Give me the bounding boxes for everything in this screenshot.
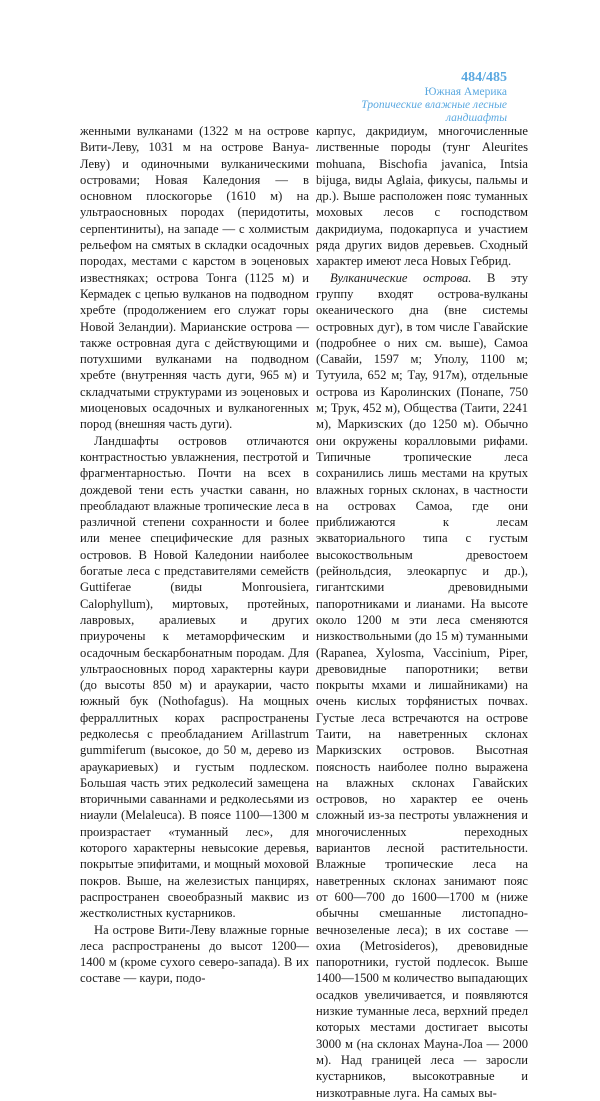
paragraph: На острове Вити-Леву влажные горные леса распространены до высот 1200—1400 м (кроме сухого северо-запада). В их составе — каури, подо-	[80, 922, 309, 986]
paragraph-body: В эту группу входят острова-вулканы океанического дна (вне системы островных дуг), в том числе Гавайские (подробнее о них см. выше), Самоа (Савайи, 1597 м; Уполу, 1100 м; Тутуила, 652 м; Тау, 917м), отдельные острова из Каролинских (Понапе, 750 м; Трук, 452 м), Общества (Таити, 2241 м), Маркизских (до 1250 м). Обычно они окружены коралловыми рифами. Типичные тропические леса сохранились лишь местами на крутых влажных горных склонах, в частности на островах Самоа, где они приближаются к лесам экваториального типа с густым высокоствольным древостоем (рейнольдсия, элеокарпус и др.), гигантскими древовидными папоротниками и лианами. На высоте около 1200 м эти леса сменяются низкоствольными (до 15 м) туманными (Rapanea, Xylosma, Vaccinium, Piper, древовидные папоротники; ветви покрыты мхами и лишайниками) на очень кислых торфянистых почвах. Густые леса встречаются на острове Таити, на наветренных склонах Маркизских островов. Высотная поясность наиболее полно выражена на влажных склонах Гавайских островов, но характер ее очень сложный из-за пестроты увлажнения и многочисленных переходных вариантов лесной растительности. Влажные тропические леса на наветренных склонах занимают пояс от 600—700 до 1600—1700 м (ниже обычны смешанные листопадно-вечнозеленые леса); в их составе — охиа (Metrosideros), древовидные папоротники, густой подлесок. Выше 1400—1500 м количество выпадающих осадков увеличивается, и появляются низкие туманные леса, верхний предел которых местами достигает высоты 3000 м (на склонах Мауна-Лоа — 2000 м). Над границей леса — заросли кустарников, высокотравные и низкотравные луга. На самых вы-	[316, 270, 528, 1100]
left-column	[80, 123, 309, 987]
subsection-title-line1: Тропические влажные лесные	[361, 99, 507, 111]
paragraph-lead-heading: Вулканические острова.	[330, 270, 472, 285]
running-header	[361, 70, 507, 125]
paragraph: женными вулканами (1322 м на острове Вити-Леву, 1031 м на острове Вануа-Леву) и одиночными вулканическими островами; Новая Каледония — в основном плоскогорье (1610 м) на ультраосновных породах (перидотиты, серпентиниты), на западе — с холмистым рельефом на смятых в складки осадочных породах, местами с карстом в эоценовых известняках; острова Тонга (1125 м) и Кермадек с цепью вулканов на подводном хребте (продолжением его служат горы Новой Зеландии). Марианские острова — также островная дуга с действующими и потухшими вулканами на подводном хребте (внутренняя часть дуги, 965 м) и складчатыми структурами из эоценовых и миоценовых осадочных и вулканогенных пород (внешняя часть дуги).	[80, 124, 309, 432]
paragraph: карпус, дакридиум, многочисленные лиственные породы (тунг Aleurites mohuana, Bischofia javanica, Intsia bijuga, виды Aglaia, фикусы, пальмы и др.). Выше расположен пояс туманных моховых лесов с господством дакридиума, подокарпуса и участием ряда других видов деревьев. Сходный характер имеют леса Новых Гебрид.	[316, 124, 528, 269]
paragraph-volcanic-islands	[316, 270, 528, 1101]
right-column	[316, 123, 528, 1101]
paragraph: Ландшафты островов отличаются контрастностью увлажнения, пестротой и фрагментарностью. Почти на всех в дождевой тени есть участки саванн, но преобладают влажные тропические леса в различной степени сохранности и более или менее специфические для разных островов. В Новой Каледонии наиболее богатые леса с представителями семейств Guttiferae (виды Monrousiera, Calophyllum), миртовых, протейных, лавровых, аралиевых и других приурочены к метаморфическим и осадочным бескарбонатным породам. Для ультраосновных пород характерны каури (до высоты 850 м) и араукарии, часто южный бук (Nothofagus). На мощных ферраллитных корах распространены редколесья с преобладанием Arillastrum gummiferum (высокое, до 50 м, дерево из араукариевых) и густым подлеском. Большая часть этих редколесий замещена вторичными саваннами и редколесьями из ниаули (Melaleuca). В поясе 1100—1300 м произрастает «туманный лес», для которого характерны невысокие деревья, покрытые эпифитами, и мощный моховой покров. Выше, на железистых панцирях, распространен своеобразный маквис из жестколистных кустарников.	[80, 433, 309, 921]
page-numbers: 484/485	[461, 70, 507, 85]
section-title: Южная Америка	[424, 86, 507, 98]
subsection-title-line2: ландшафты	[446, 112, 507, 124]
